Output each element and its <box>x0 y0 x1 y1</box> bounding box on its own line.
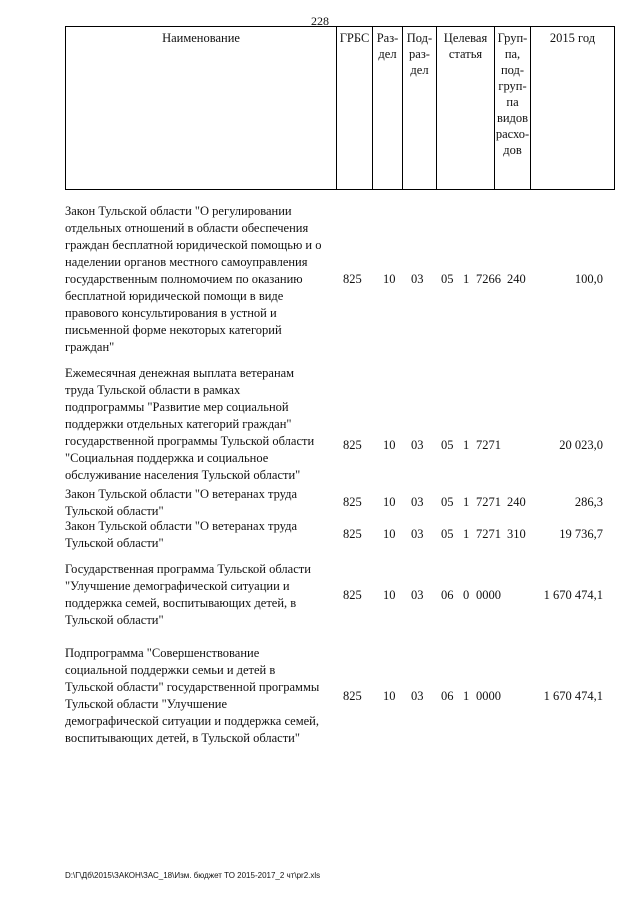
row-section: 10 <box>383 527 396 541</box>
header-group: Груп- па, под- груп- па видов расхо- дов <box>494 27 530 189</box>
row-name: Ежемесячная денежная выплата ветеранам труда Тульской области в рамках подпрограммы "Развитие мер социальной поддержки отдельных категорий граждан" государственной программы Тульской области "Социальная поддержка и социальное обслуживание населения Тульской области" <box>65 366 315 482</box>
row-t1: 06 <box>441 689 454 703</box>
row-t2: 1 <box>463 689 470 703</box>
row-subsection: 03 <box>411 689 424 703</box>
row-section: 10 <box>383 438 396 452</box>
row-section: 10 <box>383 495 396 509</box>
row-t1: 05 <box>441 527 454 541</box>
row-subsection: 03 <box>411 272 424 286</box>
row-t1: 05 <box>441 495 454 509</box>
row-amount: 1 670 474,1 <box>543 689 603 703</box>
row-t1: 06 <box>441 588 454 602</box>
file-path-footer: D:\Г\Дб\2015\ЗАКОН\ЗАС_18\Изм. бюджет ТО 2015-2017_2 чт\pr2.xls <box>65 871 321 880</box>
row-amount: 20 023,0 <box>559 438 603 452</box>
row-section: 10 <box>383 272 396 286</box>
row-t2: 0 <box>463 588 470 602</box>
row-t2: 1 <box>463 438 470 452</box>
row-name: Закон Тульской области "О регулировании отдельных отношений в области обеспечения граждан бесплатной юридической помощью и о наделении органов местного самоуправления государственным полномочием по оказанию бесплатной юридической помощи в виде правового консультирования в устной и письменной форме некоторых категорий граждан" <box>65 204 322 354</box>
row-group: 240 <box>507 272 526 286</box>
row-t2: 1 <box>463 527 470 541</box>
row-t3: 7271 <box>476 495 501 509</box>
row-grbs: 825 <box>343 438 362 452</box>
row-amount: 19 736,7 <box>559 527 603 541</box>
row-name: Закон Тульской области "О ветеранах труда Тульской области" <box>65 487 298 518</box>
row-name: Закон Тульской области "О ветеранах труда Тульской области" <box>65 519 298 550</box>
row-group: 310 <box>507 527 526 541</box>
row-subsection: 03 <box>411 588 424 602</box>
row-name: Государственная программа Тульской области "Улучшение демографической ситуации и поддержка семей, воспитывающих детей, в Тульской области" <box>65 562 311 627</box>
header-subsection: Под- раз- дел <box>402 27 436 189</box>
row-grbs: 825 <box>343 272 362 286</box>
row-section: 10 <box>383 588 396 602</box>
row-t1: 05 <box>441 438 454 452</box>
row-t2: 1 <box>463 495 470 509</box>
header-name: Наименование <box>162 31 240 45</box>
row-subsection: 03 <box>411 527 424 541</box>
table-header <box>65 26 615 190</box>
row-grbs: 825 <box>343 588 362 602</box>
header-section: Раз- дел <box>372 27 402 189</box>
row-amount: 100,0 <box>574 272 603 286</box>
page-number: 228 <box>311 14 329 28</box>
row-section: 10 <box>383 689 396 703</box>
row-t2: 1 <box>463 272 470 286</box>
row-t3: 7266 <box>476 272 501 286</box>
row-amount: 286,3 <box>574 495 603 509</box>
row-group: 240 <box>507 495 526 509</box>
row-subsection: 03 <box>411 495 424 509</box>
row-subsection: 03 <box>411 438 424 452</box>
header-target: Целевая статья <box>436 27 494 189</box>
row-name: Подпрограмма "Совершенствование социальной поддержки семьи и детей в Тульской области" государственной программы Тульской области "Улучшение демографической ситуации и поддержка семей, воспитывающих детей, в Тульской области" <box>65 646 320 745</box>
row-t1: 05 <box>441 272 454 286</box>
row-t3: 7271 <box>476 438 501 452</box>
row-t3: 7271 <box>476 527 501 541</box>
row-t3: 0000 <box>476 588 501 602</box>
header-year: 2015 год <box>530 27 614 189</box>
row-amount: 1 670 474,1 <box>543 588 603 602</box>
row-grbs: 825 <box>343 495 362 509</box>
row-t3: 0000 <box>476 689 501 703</box>
header-grbs: ГРБС <box>336 27 372 189</box>
row-grbs: 825 <box>343 527 362 541</box>
row-grbs: 825 <box>343 689 362 703</box>
